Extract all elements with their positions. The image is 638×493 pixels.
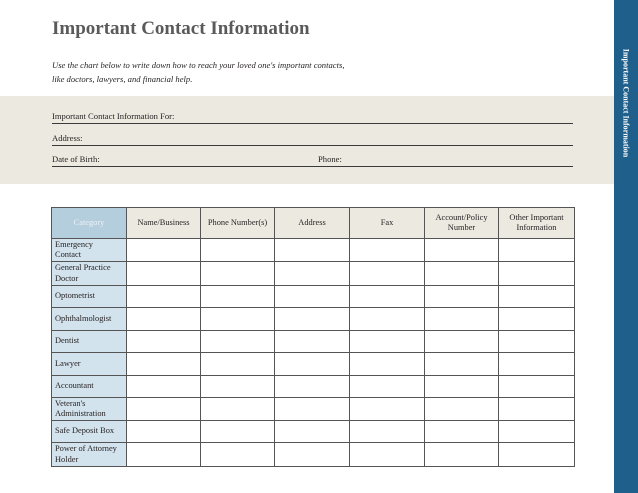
entry-cell[interactable]	[275, 239, 350, 262]
dob-label: Date of Birth:	[52, 154, 100, 164]
entry-cell[interactable]	[201, 286, 275, 308]
entry-cell[interactable]	[127, 376, 201, 398]
category-cell	[52, 398, 127, 421]
entry-cell[interactable]	[127, 308, 201, 331]
entry-cell[interactable]	[275, 443, 350, 467]
column-header-other-info: Other Important Information	[499, 208, 575, 239]
entry-cell[interactable]	[499, 353, 575, 376]
column-header-category: Category	[52, 208, 127, 239]
entry-cell[interactable]	[350, 331, 425, 353]
category-cell	[52, 262, 127, 286]
entry-cell[interactable]	[350, 286, 425, 308]
entry-cell[interactable]	[350, 353, 425, 376]
entry-cell[interactable]	[425, 443, 499, 467]
address-field[interactable]	[52, 131, 573, 146]
category-label: Power of Attorney	[55, 444, 117, 453]
entry-cell[interactable]	[425, 262, 499, 286]
column-header-address: Address	[275, 208, 350, 239]
table-row	[52, 443, 575, 467]
entry-cell[interactable]	[350, 262, 425, 286]
entry-cell[interactable]	[425, 398, 499, 421]
entry-cell[interactable]	[425, 331, 499, 353]
entry-cell[interactable]	[275, 353, 350, 376]
entry-cell[interactable]	[127, 262, 201, 286]
category-cell	[52, 286, 127, 308]
category-cell	[52, 421, 127, 443]
entry-cell[interactable]	[350, 308, 425, 331]
entry-cell[interactable]	[127, 331, 201, 353]
entry-cell[interactable]	[499, 262, 575, 286]
entry-cell[interactable]	[275, 308, 350, 331]
entry-cell[interactable]	[425, 421, 499, 443]
entry-cell[interactable]	[425, 239, 499, 262]
table-row	[52, 398, 575, 421]
entry-cell[interactable]	[350, 421, 425, 443]
entry-cell[interactable]	[425, 308, 499, 331]
category-label: Dentist	[55, 336, 80, 346]
entry-cell[interactable]	[350, 398, 425, 421]
category-cell	[52, 239, 127, 262]
entry-cell[interactable]	[275, 286, 350, 308]
column-header-name-business: Name/Business	[127, 208, 201, 239]
category-label-line-2: Doctor	[55, 273, 79, 283]
intro-line-2: like doctors, lawyers, and financial help.	[52, 74, 193, 84]
contacts-table	[51, 207, 575, 467]
category-cell	[52, 443, 127, 467]
category-cell	[52, 353, 127, 376]
dob-phone-field[interactable]	[52, 152, 573, 167]
entry-cell[interactable]	[127, 353, 201, 376]
table-row	[52, 331, 575, 353]
table-row	[52, 262, 575, 286]
category-label: Ophthalmologist	[55, 313, 112, 323]
category-label: General Practice	[55, 263, 111, 272]
category-label-line-2: Administration	[55, 409, 106, 418]
entry-cell[interactable]	[275, 376, 350, 398]
category-label-line-2: Contact	[55, 250, 82, 259]
entry-cell[interactable]	[201, 353, 275, 376]
entry-cell[interactable]	[499, 398, 575, 421]
column-header-fax: Fax	[350, 208, 425, 239]
intro-line-1: Use the chart below to write down how to reach your loved one's important contacts,	[52, 60, 345, 70]
entry-cell[interactable]	[275, 262, 350, 286]
entry-cell[interactable]	[499, 239, 575, 262]
column-header-account-policy: Account/Policy Number	[425, 208, 499, 239]
table-row	[52, 421, 575, 443]
category-label-line-2: Holder	[55, 454, 79, 464]
page-title: Important Contact Information	[52, 18, 310, 39]
entry-cell[interactable]	[201, 376, 275, 398]
entry-cell[interactable]	[127, 443, 201, 467]
entry-cell[interactable]	[499, 443, 575, 467]
entry-cell[interactable]	[127, 239, 201, 262]
category-label: Emergency	[55, 239, 93, 249]
contact-info-for-field[interactable]	[52, 109, 573, 124]
table-row	[52, 239, 575, 262]
table-header-row	[52, 208, 575, 239]
entry-cell[interactable]	[499, 331, 575, 353]
table-row	[52, 308, 575, 331]
category-cell	[52, 331, 127, 353]
table-row	[52, 376, 575, 398]
entry-cell[interactable]	[425, 353, 499, 376]
address-label: Address:	[52, 133, 83, 143]
category-label: Lawyer	[55, 358, 81, 368]
entry-cell[interactable]	[275, 421, 350, 443]
category-label: Veteran's	[55, 398, 86, 408]
entry-cell[interactable]	[201, 308, 275, 331]
contact-info-for-label: Important Contact Information For:	[52, 111, 175, 121]
info-band	[0, 96, 614, 184]
entry-cell[interactable]	[275, 398, 350, 421]
entry-cell[interactable]	[127, 286, 201, 308]
intro-text	[52, 58, 472, 86]
entry-cell[interactable]	[499, 286, 575, 308]
category-label: Safe Deposit Box	[55, 426, 115, 436]
category-cell	[52, 308, 127, 331]
category-label: Accountant	[55, 381, 94, 391]
entry-cell[interactable]	[499, 376, 575, 398]
entry-cell[interactable]	[350, 239, 425, 262]
entry-cell[interactable]	[201, 262, 275, 286]
entry-cell[interactable]	[425, 286, 499, 308]
entry-cell[interactable]	[499, 308, 575, 331]
entry-cell[interactable]	[350, 443, 425, 467]
entry-cell[interactable]	[275, 331, 350, 353]
entry-cell[interactable]	[127, 398, 201, 421]
table-row	[52, 353, 575, 376]
entry-cell[interactable]	[201, 239, 275, 262]
entry-cell[interactable]	[350, 376, 425, 398]
phone-label: Phone:	[318, 154, 342, 164]
entry-cell[interactable]	[201, 443, 275, 467]
category-cell	[52, 376, 127, 398]
entry-cell[interactable]	[499, 421, 575, 443]
entry-cell[interactable]	[425, 376, 499, 398]
column-header-phone: Phone Number(s)	[201, 208, 275, 239]
entry-cell[interactable]	[127, 421, 201, 443]
entry-cell[interactable]	[201, 331, 275, 353]
entry-cell[interactable]	[201, 398, 275, 421]
category-label: Optometrist	[55, 291, 96, 301]
entry-cell[interactable]	[201, 421, 275, 443]
side-tab-label: Important Contact Information	[621, 48, 631, 158]
table-row	[52, 286, 575, 308]
